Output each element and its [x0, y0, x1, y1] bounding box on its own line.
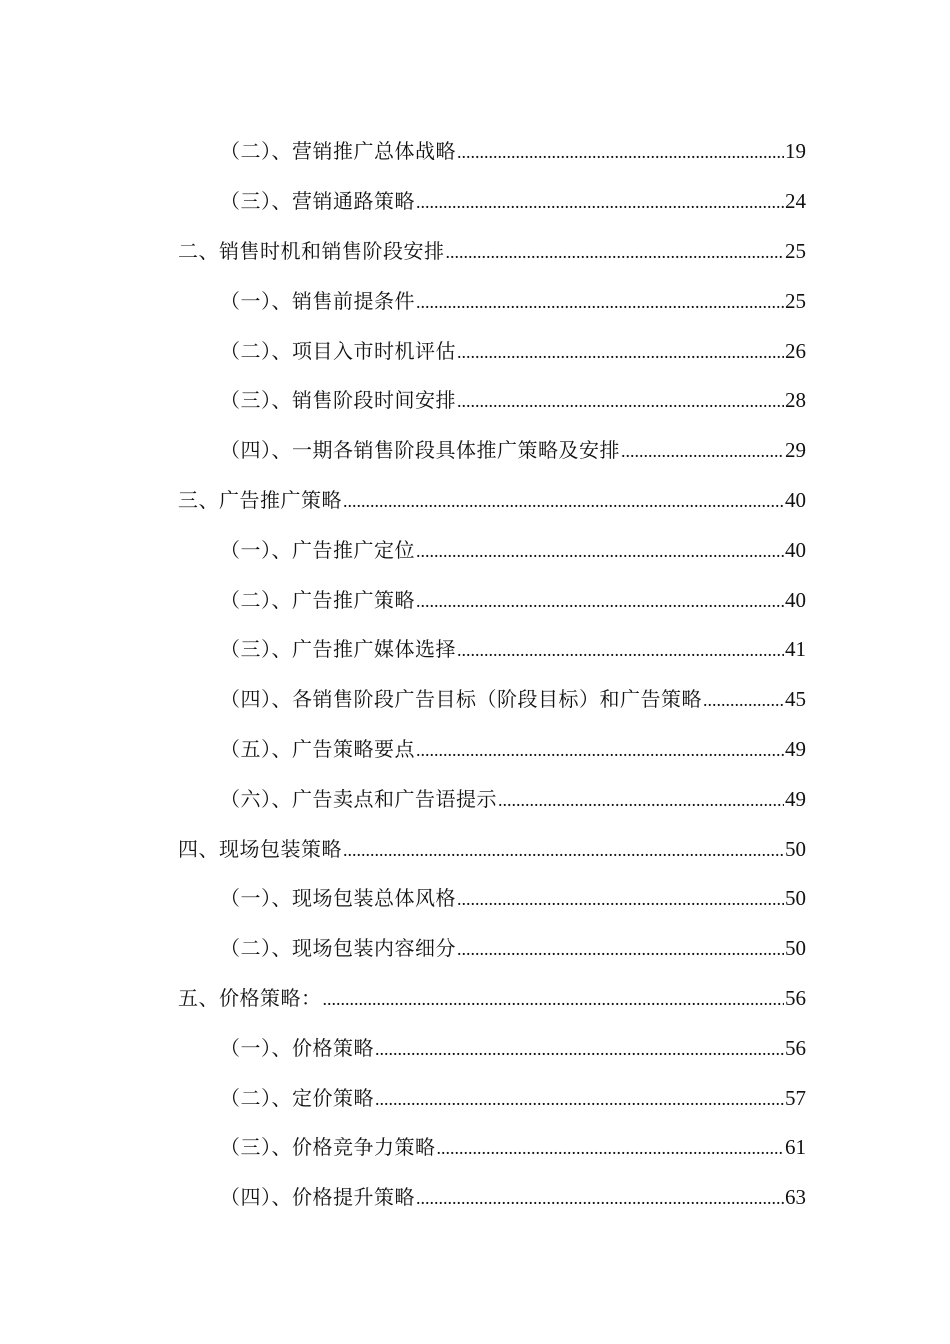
toc-page-number: 50 — [785, 836, 806, 861]
toc-page-number: 50 — [785, 886, 806, 911]
dot-leader — [375, 1087, 784, 1111]
dot-leader — [457, 887, 784, 911]
dot-leader — [703, 688, 784, 712]
toc-page-number: 25 — [785, 238, 806, 263]
toc-page-number: 56 — [785, 1035, 806, 1060]
toc-entry-title: （一）、销售前提条件 — [220, 288, 415, 313]
toc-entry[interactable] — [0, 1023, 950, 1073]
toc-page-number: 26 — [785, 338, 806, 363]
toc-entry-title: （三）、广告推广媒体选择 — [220, 637, 456, 662]
dot-leader — [457, 389, 784, 413]
dot-leader — [446, 240, 785, 264]
toc-entry[interactable] — [0, 874, 950, 924]
toc-entry-title: （六）、广告卖点和广告语提示 — [220, 786, 497, 811]
toc-entry[interactable] — [0, 227, 950, 277]
toc-entry[interactable] — [0, 675, 950, 725]
dot-leader — [343, 489, 784, 513]
toc-entry[interactable] — [0, 924, 950, 974]
dot-leader — [323, 987, 785, 1011]
toc-entry-title: （一）、广告推广定位 — [220, 537, 415, 562]
dot-leader — [621, 439, 784, 463]
toc-page-number: 40 — [785, 537, 806, 562]
toc-entry[interactable] — [0, 974, 950, 1024]
dot-leader — [457, 340, 784, 364]
toc-entry-title: （三）、价格竞争力策略 — [220, 1135, 436, 1160]
toc-entry-title: （三）、营销通路策略 — [220, 189, 415, 214]
toc-entry-title: （一）、现场包装总体风格 — [220, 886, 456, 911]
dot-leader — [416, 539, 784, 563]
dot-leader — [457, 140, 784, 164]
toc-page-number: 28 — [785, 388, 806, 413]
toc-entry-title: （二）、现场包装内容细分 — [220, 936, 456, 961]
toc-entry[interactable] — [0, 426, 950, 476]
toc-entry-title: （二）、营销推广总体战略 — [220, 139, 456, 164]
dot-leader — [416, 190, 784, 214]
toc-entry-title: （四）、价格提升策略 — [220, 1185, 415, 1210]
toc-page-number: 63 — [785, 1185, 806, 1210]
toc-entry[interactable] — [0, 575, 950, 625]
toc-entry-title: （五）、广告策略要点 — [220, 736, 415, 761]
toc-page-number: 29 — [785, 438, 806, 463]
toc-entry-title: （二）、广告推广策略 — [220, 587, 415, 612]
dot-leader — [498, 788, 784, 812]
toc-entry-title: 四、现场包装策略 — [178, 836, 342, 861]
toc-entry[interactable] — [0, 276, 950, 326]
toc-entry[interactable] — [0, 376, 950, 426]
toc-entry[interactable] — [0, 525, 950, 575]
toc-entry[interactable] — [0, 824, 950, 874]
toc-entry[interactable] — [0, 127, 950, 177]
toc-page-number: 56 — [785, 985, 806, 1010]
table-of-contents — [0, 127, 950, 1223]
dot-leader — [375, 1037, 784, 1061]
toc-page-number: 41 — [785, 637, 806, 662]
toc-entry[interactable] — [0, 1073, 950, 1123]
toc-entry[interactable] — [0, 774, 950, 824]
toc-entry[interactable] — [0, 725, 950, 775]
toc-entry[interactable] — [0, 625, 950, 675]
toc-entry-title: 五、价格策略： — [178, 985, 322, 1010]
dot-leader — [437, 1136, 785, 1160]
toc-page-number: 25 — [785, 288, 806, 313]
dot-leader — [416, 1186, 784, 1210]
toc-entry-title: 二、销售时机和销售阶段安排 — [178, 238, 445, 263]
toc-entry[interactable] — [0, 1173, 950, 1223]
toc-entry[interactable] — [0, 177, 950, 227]
toc-page-number: 61 — [785, 1135, 806, 1160]
toc-entry-title: （二）、项目入市时机评估 — [220, 338, 456, 363]
toc-entry-title: 三、广告推广策略 — [178, 487, 342, 512]
toc-page-number: 40 — [785, 587, 806, 612]
toc-page-number: 50 — [785, 936, 806, 961]
toc-page-number: 49 — [785, 786, 806, 811]
toc-entry-title: （二）、定价策略 — [220, 1085, 374, 1110]
toc-entry[interactable] — [0, 1123, 950, 1173]
toc-entry[interactable] — [0, 326, 950, 376]
dot-leader — [457, 638, 784, 662]
toc-entry-title: （四）、一期各销售阶段具体推广策略及安排 — [220, 438, 620, 463]
toc-page-number: 24 — [785, 189, 806, 214]
toc-entry-title: （四）、各销售阶段广告目标（阶段目标）和广告策略 — [220, 687, 702, 712]
dot-leader — [416, 589, 784, 613]
toc-page-number: 49 — [785, 736, 806, 761]
dot-leader — [416, 738, 784, 762]
toc-page-number: 19 — [785, 139, 806, 164]
toc-page-number: 40 — [785, 487, 806, 512]
toc-entry[interactable] — [0, 476, 950, 526]
toc-page-number: 45 — [785, 687, 806, 712]
dot-leader — [343, 838, 784, 862]
dot-leader — [416, 290, 784, 314]
toc-entry-title: （一）、价格策略 — [220, 1035, 374, 1060]
toc-page-number: 57 — [785, 1085, 806, 1110]
toc-entry-title: （三）、销售阶段时间安排 — [220, 388, 456, 413]
dot-leader — [457, 937, 784, 961]
